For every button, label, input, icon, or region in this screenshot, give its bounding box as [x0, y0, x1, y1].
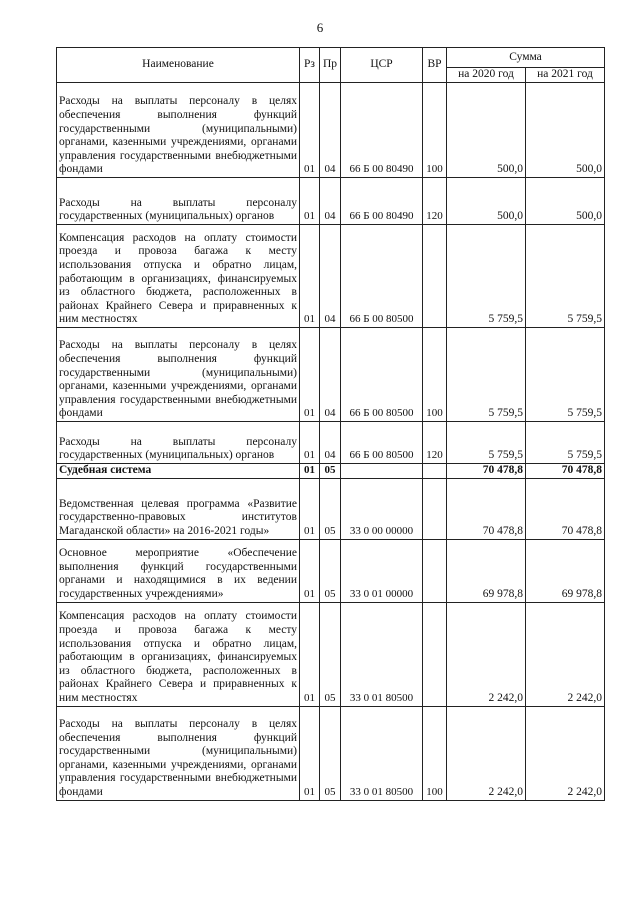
row-vr — [423, 464, 447, 479]
row-name: Расходы на выплаты персоналу в целях обеспечения выполнения функций государственными (муниципальными) органами, казенными учреждениями, органами управления государственными внебюджетными фондами — [57, 328, 300, 422]
row-rz: 01 — [300, 83, 320, 178]
row-csr: 66 Б 00 80500 — [341, 328, 423, 422]
table-row — [57, 464, 605, 479]
row-sum-2021: 500,0 — [526, 178, 605, 225]
table-body — [57, 83, 605, 801]
row-rz: 01 — [300, 225, 320, 328]
header-vr: ВР — [423, 48, 447, 83]
row-rz: 01 — [300, 328, 320, 422]
row-name: Основное мероприятие «Обеспечение выполнения функций государственными органами и находящимися в их ведении государственных учреждениями» — [57, 539, 300, 602]
row-sum-2021: 5 759,5 — [526, 328, 605, 422]
row-csr: 66 Б 00 80500 — [341, 225, 423, 328]
row-sum-2020: 69 978,8 — [447, 539, 526, 602]
row-sum-2021: 69 978,8 — [526, 539, 605, 602]
row-csr — [341, 464, 423, 479]
row-vr: 100 — [423, 328, 447, 422]
row-pr: 05 — [320, 706, 341, 800]
table-row — [57, 602, 605, 706]
row-csr: 66 Б 00 80500 — [341, 422, 423, 464]
budget-table — [56, 47, 605, 801]
table-header — [57, 48, 605, 83]
row-sum-2021: 500,0 — [526, 83, 605, 178]
row-name: Расходы на выплаты персоналу в целях обеспечения выполнения функций государственными (муниципальными) органами, казенными учреждениями, органами управления государственными внебюджетными фондами — [57, 83, 300, 178]
row-vr — [423, 478, 447, 539]
row-pr: 05 — [320, 539, 341, 602]
row-name: Судебная система — [57, 464, 300, 479]
row-rz: 01 — [300, 602, 320, 706]
table-row — [57, 328, 605, 422]
header-csr: ЦСР — [341, 48, 423, 83]
row-pr: 05 — [320, 602, 341, 706]
row-sum-2020: 70 478,8 — [447, 464, 526, 479]
row-sum-2020: 5 759,5 — [447, 422, 526, 464]
row-vr: 120 — [423, 178, 447, 225]
header-rz: Рз — [300, 48, 320, 83]
row-name: Компенсация расходов на оплату стоимости проезда и провоза багажа к месту использования отпуска и обратно лицам, работающим в организациях, финансируемых из областного бюджета, расположенных в районах Крайнего Севера и приравненных к ним местностях — [57, 225, 300, 328]
row-pr: 04 — [320, 83, 341, 178]
header-year-2020: на 2020 год — [447, 68, 526, 83]
row-sum-2020: 500,0 — [447, 178, 526, 225]
row-rz: 01 — [300, 539, 320, 602]
row-sum-2020: 70 478,8 — [447, 478, 526, 539]
header-sum: Сумма — [447, 48, 605, 68]
row-pr: 05 — [320, 464, 341, 479]
row-name: Расходы на выплаты персоналу в целях обеспечения выполнения функций государственными (муниципальными) органами, казенными учреждениями, органами управления государственными внебюджетными фондами — [57, 706, 300, 800]
row-sum-2021: 5 759,5 — [526, 225, 605, 328]
table-row — [57, 178, 605, 225]
row-csr: 33 0 01 00000 — [341, 539, 423, 602]
row-sum-2021: 2 242,0 — [526, 602, 605, 706]
row-csr: 33 0 00 00000 — [341, 478, 423, 539]
row-vr: 120 — [423, 422, 447, 464]
row-sum-2021: 2 242,0 — [526, 706, 605, 800]
row-csr: 66 Б 00 80490 — [341, 83, 423, 178]
header-name: Наименование — [57, 48, 300, 83]
table-row — [57, 478, 605, 539]
row-rz: 01 — [300, 422, 320, 464]
row-pr: 05 — [320, 478, 341, 539]
row-pr: 04 — [320, 328, 341, 422]
row-vr: 100 — [423, 706, 447, 800]
table-row — [57, 706, 605, 800]
row-rz: 01 — [300, 706, 320, 800]
row-name: Компенсация расходов на оплату стоимости проезда и провоза багажа к месту использования отпуска и обратно лицам, работающим в организациях, финансируемых из областного бюджета, расположенных в районах Крайнего Севера и приравненных к ним местностях — [57, 602, 300, 706]
row-sum-2020: 500,0 — [447, 83, 526, 178]
row-csr: 33 0 01 80500 — [341, 706, 423, 800]
row-vr — [423, 225, 447, 328]
row-vr: 100 — [423, 83, 447, 178]
row-pr: 04 — [320, 225, 341, 328]
row-rz: 01 — [300, 178, 320, 225]
row-csr: 33 0 01 80500 — [341, 602, 423, 706]
row-vr — [423, 539, 447, 602]
row-rz: 01 — [300, 464, 320, 479]
row-sum-2020: 2 242,0 — [447, 706, 526, 800]
row-pr: 04 — [320, 422, 341, 464]
row-sum-2021: 70 478,8 — [526, 464, 605, 479]
table-row — [57, 83, 605, 178]
row-vr — [423, 602, 447, 706]
header-pr: Пр — [320, 48, 341, 83]
row-sum-2020: 5 759,5 — [447, 328, 526, 422]
row-sum-2020: 5 759,5 — [447, 225, 526, 328]
row-rz: 01 — [300, 478, 320, 539]
row-sum-2021: 70 478,8 — [526, 478, 605, 539]
page-number: 6 — [316, 20, 324, 35]
header-year-2021: на 2021 год — [526, 68, 605, 83]
row-name: Расходы на выплаты персоналу государственных (муниципальных) органов — [57, 178, 300, 225]
row-pr: 04 — [320, 178, 341, 225]
row-name: Ведомственная целевая программа «Развитие государственно-правовых институтов Магаданской области» на 2016-2021 годы» — [57, 478, 300, 539]
table-row — [57, 539, 605, 602]
row-name: Расходы на выплаты персоналу государственных (муниципальных) органов — [57, 422, 300, 464]
row-csr: 66 Б 00 80490 — [341, 178, 423, 225]
table-row — [57, 422, 605, 464]
row-sum-2020: 2 242,0 — [447, 602, 526, 706]
table-row — [57, 225, 605, 328]
row-sum-2021: 5 759,5 — [526, 422, 605, 464]
